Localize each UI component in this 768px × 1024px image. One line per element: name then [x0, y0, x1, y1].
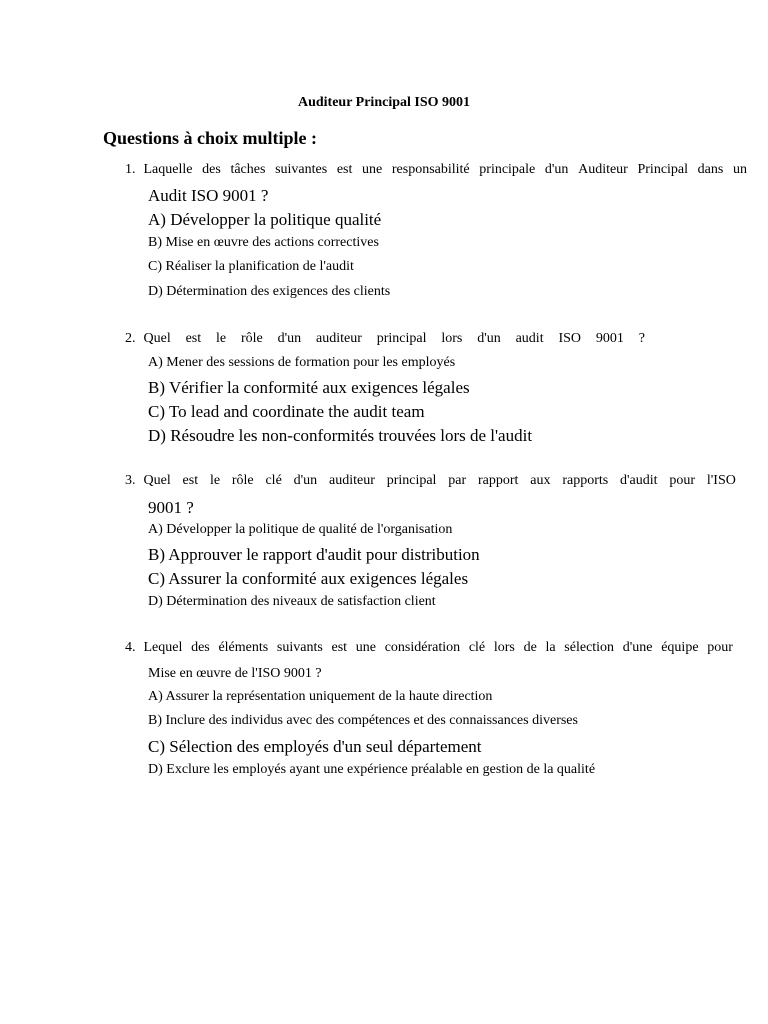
- question-3-line: [125, 473, 736, 489]
- document-title: Auditeur Principal ISO 9001: [297, 95, 471, 110]
- question-3-continuation: 9001 ?: [148, 498, 194, 517]
- question-4-option-a: A) Assurer la représentation uniquement de la haute direction: [148, 689, 493, 704]
- question-1-option-d: D) Détermination des exigences des clients: [148, 284, 391, 299]
- question-3-option-a: A) Développer la politique de qualité de l'organisation: [148, 522, 453, 537]
- question-3-option-d: D) Détermination des niveaux de satisfaction client: [148, 594, 436, 609]
- question-2-text: Quel est le rôle d'un auditeur principal lors d'un audit ISO 9001 ?: [143, 331, 645, 346]
- question-2-line: [125, 331, 645, 347]
- question-4-option-c: C) Sélection des employés d'un seul département: [148, 737, 482, 756]
- question-2-option-a: A) Mener des sessions de formation pour les employés: [148, 355, 456, 370]
- section-heading: Questions à choix multiple :: [103, 128, 318, 148]
- question-2-number: 2.: [125, 331, 136, 346]
- question-4: [125, 640, 733, 656]
- question-1: [125, 162, 747, 178]
- question-3-option-b: B) Approuver le rapport d'audit pour distribution: [148, 545, 480, 564]
- question-4-line: [125, 640, 733, 656]
- question-1-option-a: A) Développer la politique qualité: [148, 210, 382, 229]
- question-1-line: [125, 162, 747, 178]
- question-2-option-d: D) Résoudre les non-conformités trouvées lors de l'audit: [148, 426, 533, 445]
- question-4-number: 4.: [125, 640, 136, 655]
- question-1-option-c: C) Réaliser la planification de l'audit: [148, 259, 354, 274]
- question-1-number: 1.: [125, 162, 136, 177]
- question-3-number: 3.: [125, 473, 136, 488]
- question-1-continuation: Audit ISO 9001 ?: [148, 186, 269, 205]
- question-3: [125, 473, 736, 489]
- question-4-option-b: B) Inclure des individus avec des compétences et des connaissances diverses: [148, 713, 578, 728]
- question-4-text: Lequel des éléments suivants est une considération clé lors de la sélection d'une équipe pour: [143, 640, 733, 655]
- question-4-continuation: Mise en œuvre de l'ISO 9001 ?: [148, 666, 322, 681]
- question-2-option-b: B) Vérifier la conformité aux exigences légales: [148, 378, 470, 397]
- question-2-option-c: C) To lead and coordinate the audit team: [148, 402, 425, 421]
- question-2: [125, 331, 645, 347]
- question-1-option-b: B) Mise en œuvre des actions correctives: [148, 235, 379, 250]
- question-3-option-c: C) Assurer la conformité aux exigences légales: [148, 569, 469, 588]
- question-1-text: Laquelle des tâches suivantes est une responsabilité principale d'un Auditeur Principal dans un: [143, 162, 747, 177]
- question-3-text: Quel est le rôle clé d'un auditeur principal par rapport aux rapports d'audit pour l'ISO: [143, 473, 736, 488]
- question-4-option-d: D) Exclure les employés ayant une expérience préalable en gestion de la qualité: [148, 762, 596, 777]
